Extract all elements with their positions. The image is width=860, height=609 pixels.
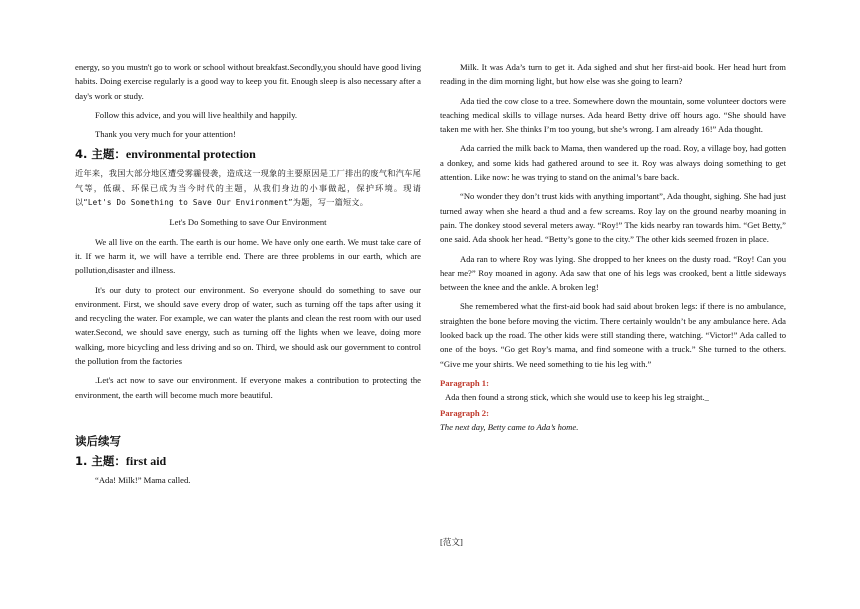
story-paragraph-5: Ada ran to where Roy was lying. She dropped to her knees on the dusty road. “Roy! Can you hear me?” Roy moaned in agony. Ada saw that one of his legs was crooked, bent a little sideways between the knee and the ankle. A broken leg! <box>440 253 786 293</box>
chinese-task-part-2: ”为题，写一篇短文。 <box>288 197 369 208</box>
left-column <box>75 60 421 492</box>
paragraph-2-label: Paragraph 2: <box>440 407 489 418</box>
essay-paragraph-2: It's our duty to protect our environment. So everyone should do something to save our environment. First, we should save every drop of water, such as turning off the taps after using it and recycling the water. For example, we can water the plants and clean the rest room with our used water.Second, we should save energy, such as turning off the lights when we leave, doing more walking, more bicycling and less driving and so on. Third, we should ask our government to control the pollution from the factories <box>75 284 421 367</box>
topic-4-number: 4. 主题： <box>75 147 126 162</box>
topic-1-title: first aid <box>125 453 167 468</box>
story-paragraph-4: “No wonder they don’t trust kids with anything important”, Ada thought, sighing. She had just turned away when she heard a thud and a few screams. Roy lay on the ground nearby moaning in pain. The donkey stood several meters away. “Roy!” The kids nearby ran towards him. “Get Betty,” one said. Ada shook her head. “Betty’s gone to the city.” The other kids seemed frozen in place. <box>440 191 786 245</box>
section-spacer <box>75 407 421 431</box>
topic-1-heading <box>75 453 421 469</box>
continuation-writing-heading: 读后续写 <box>75 433 121 448</box>
story-paragraph-2: Ada tied the cow close to a tree. Somewhere down the mountain, some volunteer doctors were teaching medical skills to village nurses. Ada heard Betty drive off hours ago. “She should have taken me with her. She thinks I’m too young, but she’s wrong. I am already 16!” Ada thought. <box>440 95 786 135</box>
topic-1-number: 1. 主题： <box>75 453 126 468</box>
story-paragraph-3: Ada carried the milk back to Mama, then wandered up the road. Roy, a village boy, had gotten a donkey, and some kids had gathered around to see it. Roy was always doing something to get attention. Like now: he was trying to stand on the animal’s bare back. <box>440 143 786 183</box>
topic-4-heading <box>75 146 421 162</box>
paragraph-energy: energy, so you mustn't go to work or school without breakfast.Secondly,you should have good living habits. Doing exercise regularly is a good way to keep you fit. Enough sleep is also necessary after a day's work or study. <box>75 62 421 101</box>
paragraph-thanks: Thank you very much for your attention! <box>95 129 236 140</box>
essay-paragraph-1: We all live on the earth. The earth is our home. We have only one earth. We must take care of it. If we harm it, we will have a terrible end. There are three problems in our earth, which are pollution,disaster and illness. <box>75 236 421 276</box>
story-paragraph-1: Milk. It was Ada’s turn to get it. Ada sighed and shut her first-aid book. Her head hurt from reading in the dim morning light, but how else was she going to learn? <box>440 62 786 87</box>
chinese-task-prompt <box>75 166 421 210</box>
essay-paragraph-3: .Let's act now to save our environment. If everyone makes a contribution to protecting the environment, the earth will become much more beautiful. <box>75 375 421 400</box>
paragraph-1-prompt: Ada then found a strong stick, which she would use to keep his leg straight._ <box>445 392 709 403</box>
sample-essay-label: [范文] <box>440 537 463 547</box>
topic-4-title: environmental protection <box>125 147 256 162</box>
story-opening-line: “Ada! Milk!” Mama called. <box>95 474 191 485</box>
right-column <box>440 60 786 439</box>
essay-title: Let's Do Something to save Our Environment <box>169 217 327 228</box>
task-essay-title: Let's Do Something to Save Our Environment <box>87 198 289 208</box>
paragraph-1-label: Paragraph 1: <box>440 377 489 388</box>
paragraph-2-prompt: The next day, Betty came to Ada’s home. <box>440 421 579 432</box>
paragraph-follow-advice: Follow this advice, and you will live healthily and happily. <box>95 109 298 120</box>
story-paragraph-6: She remembered what the first-aid book had said about broken legs: if there is no ambulance, straighten the bone before moving the victim. There certainly wouldn’t be any ambulance here. Ada looked back up the road. The other kids were still standing there, watching. “Victor!” Ada called to one of the boys. “Go get Roy’s mama, and find someone with a truck.” She turned to the others. “Give me your shirts. We need something to tie his leg with.” <box>440 301 786 369</box>
chinese-task-part-1: 近年来，我国大部分地区遭受雾霾侵袭，造成这一现象的主要原因是工厂排出的废气和汽车尾气等，低碳、环保已成为当今时代的主题，从我们身边的小事做起，保护环境。现请以“ <box>75 168 421 208</box>
